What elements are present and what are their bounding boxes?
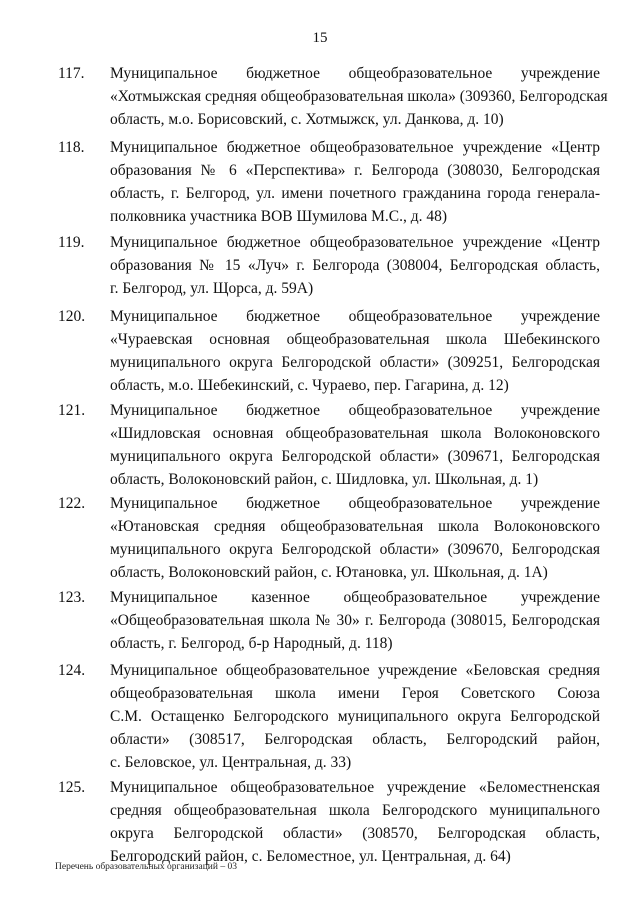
text-line: Белгородский район, с. Беломестное, ул. Центральная, д. 64) xyxy=(110,848,511,865)
item-number: 120. xyxy=(58,308,86,325)
item-number: 119. xyxy=(58,234,85,251)
item-number: 123. xyxy=(58,589,86,606)
text-line: Муниципальное бюджетное общеобразовательное учреждение xyxy=(110,308,600,325)
item-text xyxy=(110,136,600,228)
text-line: Муниципальное общеобразовательное учреждение «Беловская средняя xyxy=(110,662,600,679)
text-line: муниципального округа Белгородской области» (309670, Белгородская xyxy=(110,541,600,558)
text-line: Муниципальное бюджетное общеобразовательное учреждение «Центр xyxy=(110,234,600,251)
text-line: область, м.о. Борисовский, с. Хотмыжск, ул. Данкова, д. 10) xyxy=(110,111,504,128)
item-number: 117. xyxy=(58,65,85,82)
text-line: полковника участника ВОВ Шумилова М.С., д. 48) xyxy=(110,208,448,225)
text-line: Муниципальное казенное общеобразовательное учреждение xyxy=(110,589,600,606)
text-line: средняя общеобразовательная школа Белгородского муниципального xyxy=(110,802,600,819)
item-text xyxy=(110,492,600,584)
item-number: 118. xyxy=(58,139,85,156)
item-text xyxy=(110,62,608,131)
text-line: г. Белгород, ул. Щорса, д. 59А) xyxy=(110,280,314,297)
item-text xyxy=(110,659,600,774)
text-line: муниципального округа Белгородской области» (309671, Белгородская xyxy=(110,448,600,465)
item-number: 124. xyxy=(58,662,86,679)
text-line: Муниципальное бюджетное общеобразовательное учреждение xyxy=(110,402,600,419)
text-line: с. Беловское, ул. Центральная, д. 33) xyxy=(110,754,352,771)
item-number: 121. xyxy=(58,402,86,419)
text-line: образования № 15 «Луч» г. Белгорода (308004, Белгородская область, xyxy=(110,257,600,274)
text-line: «Общеобразовательная школа № 30» г. Белгорода (308015, Белгородская xyxy=(110,612,600,629)
item-text xyxy=(110,305,600,397)
text-line: область, г. Белгород, ул. имени почетного гражданина города генерала- xyxy=(110,185,600,202)
text-line: общеобразовательная школа имени Героя Советского Союза xyxy=(110,685,600,702)
text-line: муниципального округа Белгородской области» (309251, Белгородская xyxy=(110,354,600,371)
text-line: Муниципальное бюджетное общеобразовательное учреждение xyxy=(110,495,600,512)
text-line: область, г. Белгород, б-р Народный, д. 118) xyxy=(110,635,393,652)
footer-note: Перечень образовательных организаций – 03 xyxy=(55,862,237,872)
item-text xyxy=(110,231,600,300)
text-line: Муниципальное общеобразовательное учреждение «Беломестненская xyxy=(110,779,600,796)
text-line: С.М. Остащенко Белгородского муниципального округа Белгородской xyxy=(110,708,600,725)
text-line: «Хотмыжская средняя общеобразовательная школа» (309360, Белгородская xyxy=(110,88,608,105)
text-line: Муниципальное бюджетное общеобразовательное учреждение xyxy=(110,65,600,82)
text-line: область, Волоконовский район, с. Ютановка, ул. Школьная, д. 1А) xyxy=(110,564,548,581)
item-text xyxy=(110,776,600,868)
text-line: округа Белгородской области» (308570, Белгородская область, xyxy=(110,825,600,842)
text-line: образования № 6 «Перспектива» г. Белгорода (308030, Белгородская xyxy=(110,162,600,179)
text-line: «Чураевская основная общеобразовательная школа Шебекинского xyxy=(110,331,600,348)
item-text xyxy=(110,399,600,491)
text-line: области» (308517, Белгородская область, Белгородский район, xyxy=(110,731,600,748)
text-line: «Ютановская средняя общеобразовательная школа Волоконовского xyxy=(110,518,600,535)
text-line: область, м.о. Шебекинский, с. Чураево, пер. Гагарина, д. 12) xyxy=(110,377,509,394)
item-text xyxy=(110,586,600,655)
item-number: 125. xyxy=(58,779,86,796)
item-number: 122. xyxy=(58,495,86,512)
page-number: 15 xyxy=(312,30,328,46)
text-line: «Шидловская основная общеобразовательная школа Волоконовского xyxy=(110,425,600,442)
text-line: Муниципальное бюджетное общеобразовательное учреждение «Центр xyxy=(110,139,600,156)
text-line: область, Волоконовский район, с. Шидловка, ул. Школьная, д. 1) xyxy=(110,471,539,488)
